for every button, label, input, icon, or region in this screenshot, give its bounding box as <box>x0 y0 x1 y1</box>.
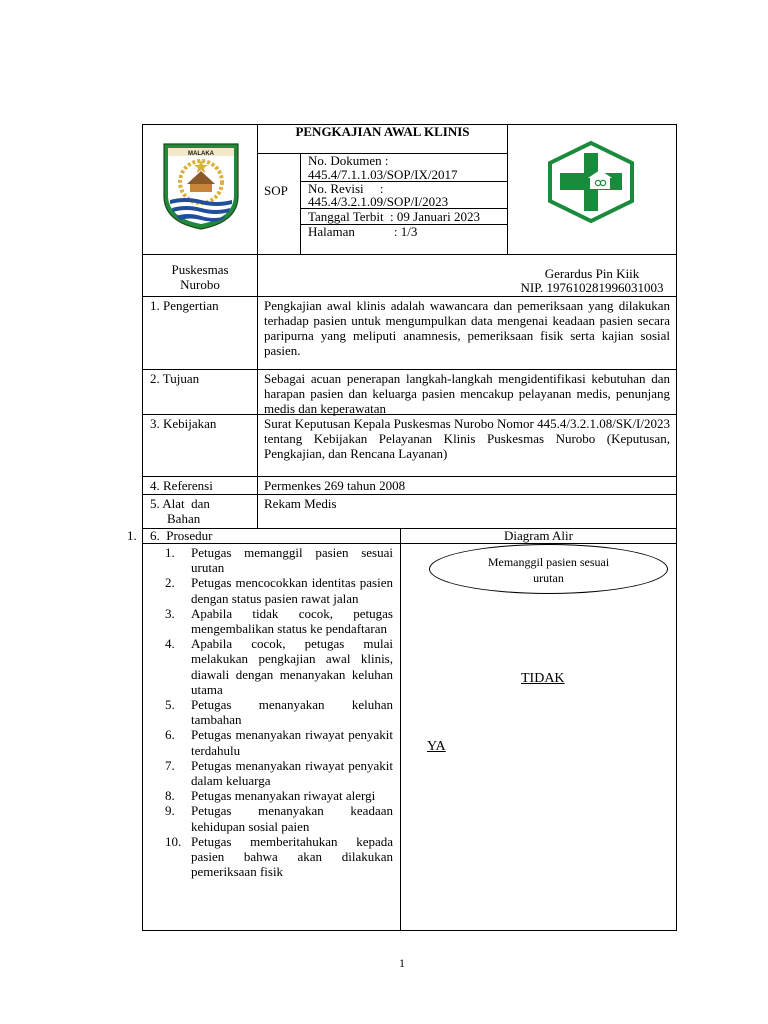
procedure-step: 7. Petugas menanyakan riwayat penyakit dalam keluarga <box>165 757 393 789</box>
tujuan-text: Sebagai acuan penerapan langkah-langkah mengidentifikasi kebutuhan dan harapan pasien dan keluarga pasien mencakup pelayanan medis, penunjang medis dan keperawatan <box>264 371 670 416</box>
org-name-line2: Nurobo <box>180 277 220 292</box>
pengertian-text: Pengkajian awal klinis adalah wawancara dan pemeriksaan yang dilakukan terhadap pasien untuk mengumpulkan data mengenai keadaan pasien secara paripurna yang meliputi anamnesis, pemeriksaan fisik serta kajian sosial pasien. <box>264 298 670 358</box>
prosedur-label: 6. Prosedur <box>150 528 213 543</box>
procedure-step: 9. Petugas menanyakan keadaan kehidupan sosial paien <box>165 803 393 834</box>
flow-no-label: TIDAK <box>521 671 565 686</box>
doc-number-label: No. Dokumen : <box>308 153 389 168</box>
referensi-label: 4. Referensi <box>150 478 213 493</box>
doc-number-value: 445.4/7.1.1.03/SOP/IX/2017 <box>308 167 458 182</box>
procedure-step: 2. Petugas mencocokkan identitas pasien dengan status pasien rawat jalan <box>165 575 393 606</box>
regional-emblem-logo <box>160 138 242 230</box>
document-title: PENGKAJIAN AWAL KLINIS <box>295 124 470 139</box>
page-number: 1 <box>399 956 405 970</box>
alat-text: Rekam Medis <box>264 496 337 511</box>
procedure-step: 6. Petugas menanyakan riwayat penyakit terdahulu <box>165 727 393 758</box>
alat-label-line2: Bahan <box>167 511 201 526</box>
referensi-text: Permenkes 269 tahun 2008 <box>264 478 406 493</box>
kebijakan-label: 3. Kebijakan <box>150 416 217 431</box>
signer-nip: NIP. 197610281996031003 <box>520 280 664 295</box>
alat-label-line1: 5. Alat dan <box>150 496 210 511</box>
procedure-step: 10. Petugas memberitahukan kepada pasien bahwa akan dilakukan pemeriksaan fisik <box>165 833 393 880</box>
page-info: Halaman : 1/3 <box>308 224 418 239</box>
revision-value: 445.4/3.2.1.09/SOP/I/2023 <box>308 194 449 209</box>
pengertian-label: 1. Pengertian <box>150 298 219 313</box>
procedure-step: 3. Apabila tidak cocok, petugas mengembalikan status ke pendaftaran <box>165 605 393 637</box>
flow-yes-label: YA <box>427 739 446 754</box>
procedure-step: 5. Petugas menanyakan keluhan tambahan <box>165 697 393 728</box>
svg-text:MALAKA: MALAKA <box>188 151 214 157</box>
diagram-label: Diagram Alir <box>504 528 573 543</box>
signer-name: Gerardus Pin Kiik <box>544 266 640 281</box>
procedure-step: 4. Apabila cocok, petugas mulai melakukan pengkajian awal klinis, diawali dengan menanyakan keluhan utama <box>165 636 393 697</box>
margin-number: 1. <box>127 528 137 543</box>
sop-label: SOP <box>264 183 288 198</box>
procedure-list <box>165 545 393 879</box>
tujuan-label: 2. Tujuan <box>150 371 200 386</box>
revision-label: No. Revisi : <box>308 181 384 196</box>
kebijakan-text: Surat Keputusan Kepala Puskesmas Nurobo Nomor 445.4/3.2.1.08/SK/I/2023 tentang Kebijakan Pelayanan Klinis Puskesmas Nurobo (Keputusan, Pengkajian, dan Rencana Layanan) <box>264 416 670 461</box>
procedure-step: 1. Petugas memanggil pasien sesuai urutan <box>165 545 393 576</box>
issue-date: Tanggal Terbit : 09 Januari 2023 <box>308 209 480 224</box>
puskesmas-logo <box>546 140 636 224</box>
org-name-line1: Puskesmas <box>171 262 229 277</box>
flow-start-text-line1: Memanggil pasien sesuai <box>487 555 610 569</box>
flow-start-text-line2: urutan <box>533 571 564 585</box>
procedure-step: 8. Petugas menanyakan riwayat alergi <box>165 788 376 804</box>
